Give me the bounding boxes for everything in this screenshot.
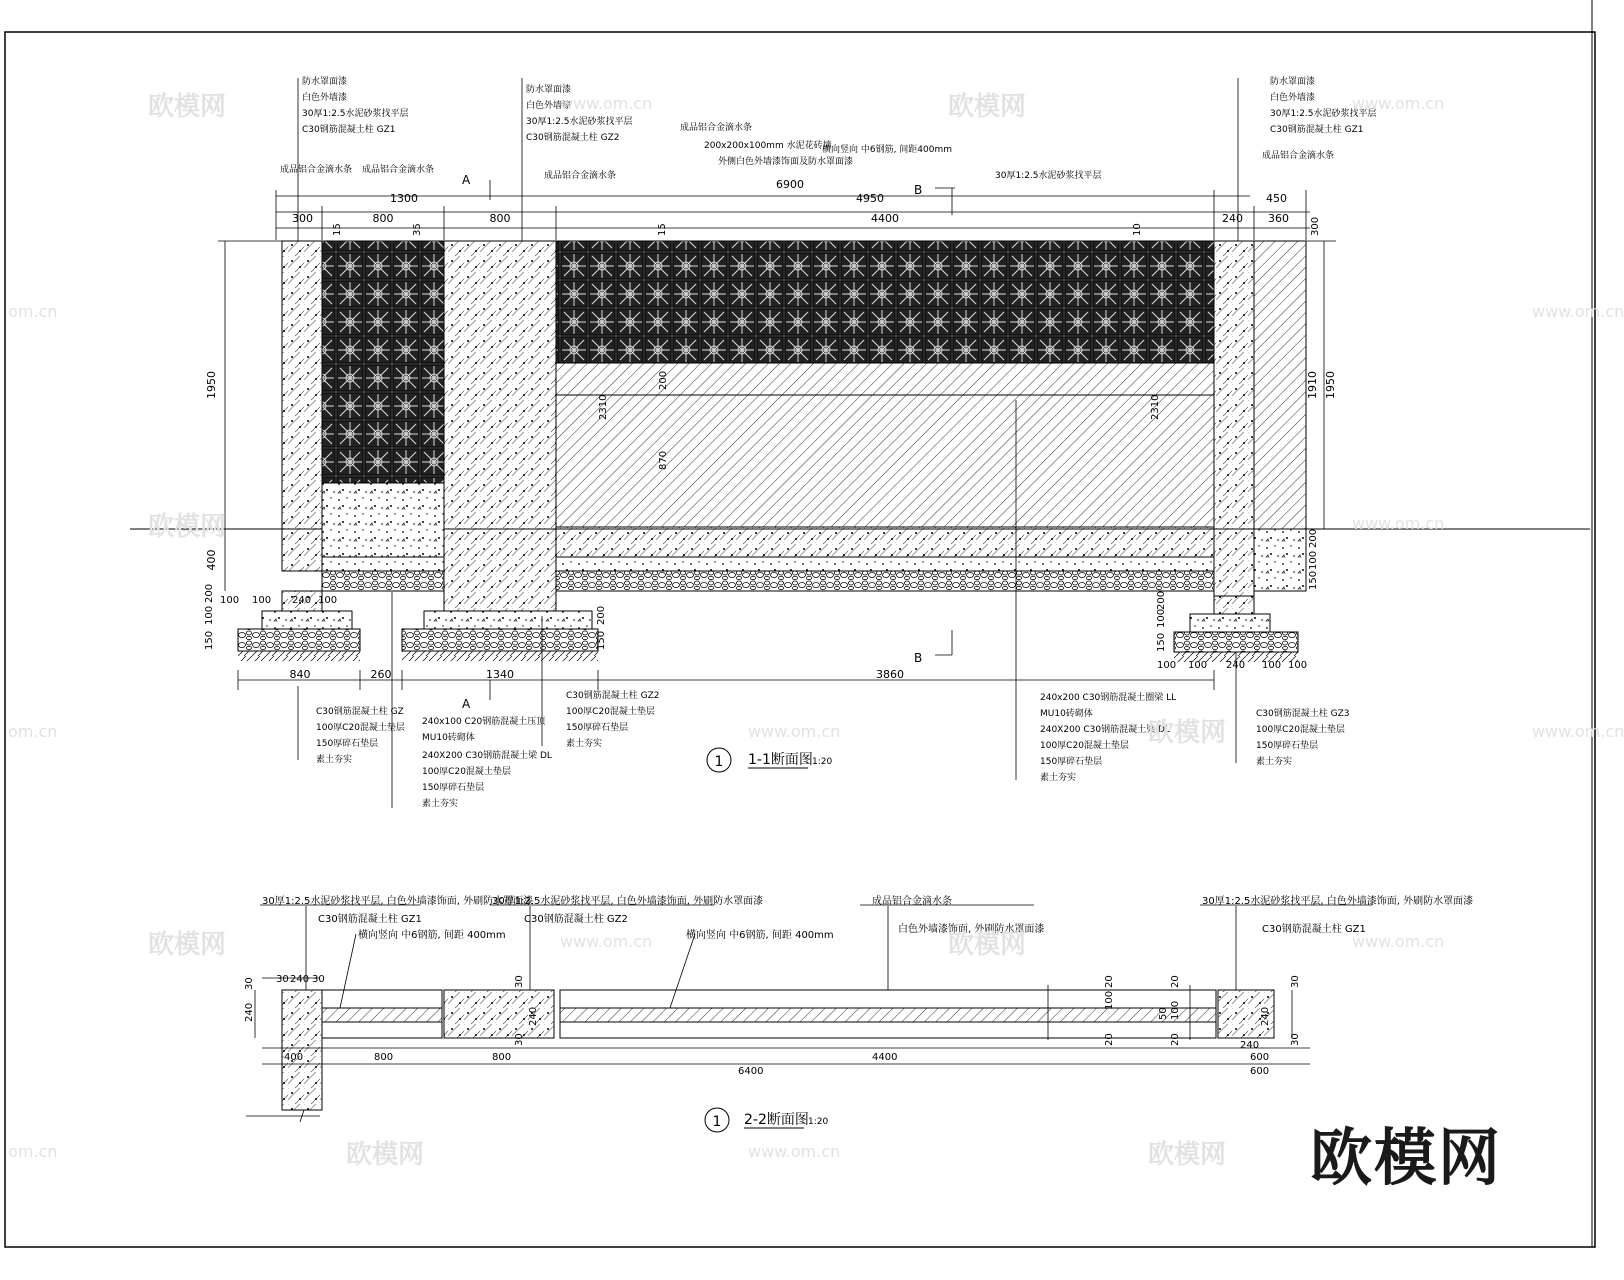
- section-index-1: 1: [714, 754, 724, 770]
- callout-tm-2: 30厚1:2.5水泥砂浆找平层: [526, 117, 633, 127]
- callout-bl-0: C30钢筋混凝土柱 GZ: [316, 707, 404, 717]
- callout-bl-3: 素土夯实: [316, 755, 353, 765]
- watermark-url: www.om.cn: [1532, 302, 1624, 321]
- s22-dim-16: 100: [1170, 1000, 1181, 1020]
- dim-840: 840: [289, 668, 311, 681]
- callout-bm-1: MU10砖砌体: [422, 733, 475, 743]
- s22-dim-6: 800: [374, 1052, 394, 1063]
- marker-a-bottom: A: [462, 697, 471, 711]
- callout-bm2-2: 150厚碎石垫层: [566, 723, 629, 733]
- callout-tc-0: 成品铝合金滴水条: [680, 123, 753, 133]
- watermark-url: www.om.cn: [1532, 722, 1624, 741]
- callout-br-1: 100厚C20混凝土垫层: [1256, 725, 1345, 735]
- s22-callout-3: 30厚1:2.5水泥砂浆找平层, 白色外墙漆饰面, 外刷防水罩面漆: [492, 896, 764, 907]
- dim-1340: 1340: [486, 668, 514, 681]
- section-2-2-dims: [244, 974, 1301, 1077]
- section-index-2: 1: [712, 1114, 722, 1130]
- dim-1300: 1300: [390, 192, 418, 205]
- callout-tl-4: 成品铝合金滴水条: [280, 165, 353, 175]
- dim-4950: 4950: [856, 192, 884, 205]
- dim-360: 360: [1268, 212, 1289, 225]
- s22-dim-0: 30: [276, 974, 289, 985]
- section-2-2-callouts: [262, 894, 1473, 941]
- dim-left-400: 400: [205, 549, 218, 571]
- dim-fr-100a: 100: [1157, 660, 1177, 671]
- dim-inner-200a: 200: [658, 370, 669, 390]
- callout-tm-3: C30钢筋混凝土柱 GZ2: [526, 133, 620, 143]
- callout-bc-4: 150厚碎石垫层: [1040, 757, 1103, 767]
- s22-dim-13: 100: [1104, 990, 1115, 1010]
- callout-bm-2: 240X200 C30钢筋混凝土梁 DL: [422, 751, 552, 761]
- marker-a-top: A: [462, 173, 471, 187]
- s22-dim-15: 20: [1170, 975, 1181, 988]
- dim-fl-240: 240: [292, 595, 312, 606]
- dim-inner-15a: 15: [332, 223, 343, 236]
- callout-tr-3: C30钢筋混凝土柱 GZ1: [1270, 125, 1364, 135]
- watermark-brand: 欧模网: [1148, 1140, 1227, 1170]
- s22-callout-9: C30钢筋混凝土柱 GZ1: [1262, 924, 1366, 935]
- dim-fl-150b: 150: [596, 630, 607, 650]
- brand-logo-text: 欧模网: [1310, 1121, 1503, 1194]
- callouts-bottom-mid2: [566, 689, 659, 749]
- watermark-url: www.om.cn: [1352, 94, 1445, 113]
- dim-fl-200b: 200: [596, 605, 607, 625]
- dim-inner-100: 100: [1308, 550, 1319, 570]
- s22-dim-23: 600: [1250, 1052, 1270, 1063]
- s22-dim-21: 240: [1240, 1040, 1260, 1051]
- callout-bc-2: 240X200 C30钢筋混凝土梁 DL: [1040, 725, 1170, 735]
- s22-callout-1: C30钢筋混凝土柱 GZ1: [318, 914, 422, 925]
- s22-callout-6: 成品铝合金滴水条: [872, 896, 952, 907]
- watermark-url: www.om.cn: [560, 94, 653, 113]
- callout-tm-1: 白色外墙漆: [526, 101, 572, 111]
- dim-inner-15b: 15: [657, 223, 668, 236]
- dim-fl-100b: 100: [252, 595, 272, 606]
- dim-inner-150: 150: [1308, 570, 1319, 590]
- dim-800-b: 800: [489, 212, 511, 225]
- callout-bm-3: 100厚C20混凝土垫层: [422, 767, 511, 777]
- s22-dim-24: 6400: [738, 1066, 764, 1077]
- s22-dim-9: 240: [528, 1006, 539, 1026]
- callout-bl-1: 100厚C20混凝土垫层: [316, 723, 405, 733]
- marker-b-top: B: [914, 183, 923, 197]
- s22-dim-8: 30: [514, 975, 525, 988]
- section-title-1-1: 1-1断面图: [748, 752, 813, 768]
- section-2-2-drawing: [244, 894, 1473, 1132]
- section-scale-1-1: 1:20: [812, 757, 833, 767]
- callout-tr-1: 白色外墙漆: [1270, 93, 1316, 103]
- dim-fl-150: 150: [204, 630, 215, 650]
- dim-left-1950: 1950: [205, 371, 218, 399]
- s22-dim-2: 30: [312, 974, 325, 985]
- s22-callout-4: C30钢筋混凝土柱 GZ2: [524, 914, 628, 925]
- callout-bc-3: 100厚C20混凝土垫层: [1040, 741, 1129, 751]
- watermark-brand: 欧模网: [1148, 718, 1227, 748]
- dim-260: 260: [370, 668, 392, 681]
- watermark-brand: 欧模网: [148, 92, 227, 122]
- s22-dim-10: 30: [514, 1033, 525, 1046]
- dim-right-1910: 1910: [1306, 371, 1319, 399]
- s22-dim-25: 600: [1250, 1066, 1270, 1077]
- watermark-url: www.om.cn: [1352, 514, 1445, 533]
- s22-dim-19: 240: [1260, 1006, 1271, 1026]
- s22-dim-5: 400: [284, 1052, 304, 1063]
- callout-tl-5: 成品铝合金滴水条: [362, 165, 435, 175]
- watermark-brand: 欧模网: [148, 512, 227, 542]
- watermark-url: www.om.cn: [560, 932, 653, 951]
- dim-300: 300: [292, 212, 313, 225]
- callout-tl-0: 防水罩面漆: [302, 77, 348, 87]
- callout-tc-4: 30厚1:2.5水泥砂浆找平层: [995, 171, 1102, 181]
- callouts-bottom-center: [1040, 691, 1176, 783]
- s22-dim-14: 20: [1104, 1033, 1115, 1046]
- dim-inner-2310a: 2310: [598, 394, 609, 420]
- watermark-brand: 欧模网: [148, 930, 227, 960]
- callouts-top-mid: [526, 83, 633, 181]
- dim-3860: 3860: [876, 668, 904, 681]
- callout-tl-3: C30钢筋混凝土柱 GZ1: [302, 125, 396, 135]
- dim-fr-100c: 100: [1262, 660, 1282, 671]
- watermark-url: www.om.cn: [748, 1142, 841, 1161]
- callout-tc-3: 横向竖向 中6钢筋, 间距400mm: [822, 145, 953, 155]
- callouts-bottom-right: [1256, 707, 1349, 767]
- dim-inner-2310b: 2310: [1150, 394, 1161, 420]
- s22-dim-17: 20: [1170, 1033, 1181, 1046]
- section-title-2-2: 2-2断面图: [744, 1112, 809, 1128]
- callouts-top-left: [280, 75, 434, 175]
- section-scale-2-2: 1:20: [808, 1117, 829, 1127]
- dim-450: 450: [1266, 192, 1287, 205]
- watermark-url: om.cn: [8, 722, 58, 741]
- section-1-1-drawing: [130, 75, 1590, 809]
- dim-fr-100d: 100: [1156, 608, 1167, 628]
- dim-fr-200: 200: [1156, 590, 1167, 610]
- dim-inner-870: 870: [658, 450, 669, 470]
- dim-inner-10: 10: [1132, 223, 1143, 236]
- watermark-brand: 欧模网: [346, 1140, 425, 1170]
- callout-bc-1: MU10砖砌体: [1040, 709, 1093, 719]
- marker-b-bottom: B: [914, 651, 923, 665]
- watermark-url: www.om.cn: [1352, 932, 1445, 951]
- callout-br-3: 素土夯实: [1256, 757, 1293, 767]
- s22-callout-5: 横向竖向 中6钢筋, 间距 400mm: [686, 930, 834, 941]
- s22-dim-12: 20: [1104, 975, 1115, 988]
- s22-callout-0: 30厚1:2.5水泥砂浆找平层, 白色外墙漆饰面, 外刷防水罩面漆: [262, 896, 534, 907]
- s22-dim-22: 30: [1290, 1033, 1301, 1046]
- callout-bl-2: 150厚碎石垫层: [316, 739, 379, 749]
- callouts-top-center: [680, 121, 1102, 181]
- dim-fr-240: 240: [1226, 660, 1246, 671]
- dim-fr-150: 150: [1156, 632, 1167, 652]
- s22-dim-4: 30: [244, 977, 255, 990]
- dim-inner-200b: 200: [1308, 528, 1319, 548]
- callout-bm-4: 150厚碎石垫层: [422, 783, 485, 793]
- callouts-bottom-mid: [422, 715, 552, 809]
- callout-tm-4: 成品铝合金滴水条: [544, 171, 617, 181]
- s22-dim-20: 30: [1290, 975, 1301, 988]
- watermark-url: om.cn: [8, 1142, 58, 1161]
- callout-tr-0: 防水罩面漆: [1270, 77, 1316, 87]
- callout-bm-0: 240x100 C20钢筋混凝土压顶: [422, 717, 546, 727]
- watermark-brand: 欧模网: [948, 930, 1027, 960]
- dim-inner-300: 300: [1310, 216, 1321, 236]
- dim-fl-100a: 100: [220, 595, 240, 606]
- callout-br-2: 150厚碎石垫层: [1256, 741, 1319, 751]
- dim-4400: 4400: [871, 212, 899, 225]
- callout-tr-2: 30厚1:2.5水泥砂浆找平层: [1270, 109, 1377, 119]
- dim-fl-200: 200: [204, 583, 215, 603]
- callout-tc-1: 200x200x100mm 水泥花砖墙: [704, 141, 832, 151]
- callout-tc-2: 外侧白色外墙漆饰面及防水罩面漆: [718, 157, 854, 167]
- dim-fl-100d: 100: [204, 605, 215, 625]
- callout-bc-5: 素土夯实: [1040, 773, 1077, 783]
- callout-bm2-0: C30钢筋混凝土柱 GZ2: [566, 691, 660, 701]
- callouts-top-right: [1262, 75, 1377, 161]
- s22-callout-7: 白色外墙漆饰面, 外刷防水罩面漆: [898, 924, 1045, 935]
- dim-6900: 6900: [776, 178, 804, 191]
- s22-dim-3: 240: [244, 1002, 255, 1022]
- watermark-url: om.cn: [8, 302, 58, 321]
- dim-right-1950: 1950: [1324, 371, 1337, 399]
- callout-tm-0: 防水罩面漆: [526, 85, 572, 95]
- callout-tl-1: 白色外墙漆: [302, 93, 348, 103]
- callout-bm2-3: 素土夯实: [566, 739, 603, 749]
- dim-inner-35: 35: [412, 223, 423, 236]
- watermark-url: www.om.cn: [748, 722, 841, 741]
- callout-tr-4: 成品铝合金滴水条: [1262, 151, 1335, 161]
- callout-br-0: C30钢筋混凝土柱 GZ3: [1256, 709, 1350, 719]
- s22-dim-1: 240: [290, 974, 310, 985]
- callout-bm-5: 素土夯实: [422, 799, 459, 809]
- s22-dim-7: 800: [492, 1052, 512, 1063]
- dim-800-a: 800: [372, 212, 394, 225]
- callout-tl-2: 30厚1:2.5水泥砂浆找平层: [302, 109, 409, 119]
- dim-fl-100c: 100: [318, 595, 338, 606]
- watermark-brand: 欧模网: [948, 92, 1027, 122]
- s22-dim-11: 4400: [872, 1052, 898, 1063]
- s22-callout-8: 30厚1:2.5水泥砂浆找平层, 白色外墙漆饰面, 外刷防水罩面漆: [1202, 896, 1474, 907]
- callouts-bottom-left: [316, 705, 405, 765]
- dim-240: 240: [1222, 212, 1243, 225]
- s22-dim-18: 50: [1158, 1007, 1169, 1020]
- dim-fr-100e: 100: [1288, 660, 1308, 671]
- callout-bc-0: 240x200 C30钢筋混凝土圈梁 LL: [1040, 693, 1177, 703]
- callout-bm2-1: 100厚C20混凝土垫层: [566, 707, 655, 717]
- dim-fr-100b: 100: [1188, 660, 1208, 671]
- s22-callout-2: 横向竖向 中6钢筋, 间距 400mm: [358, 930, 506, 941]
